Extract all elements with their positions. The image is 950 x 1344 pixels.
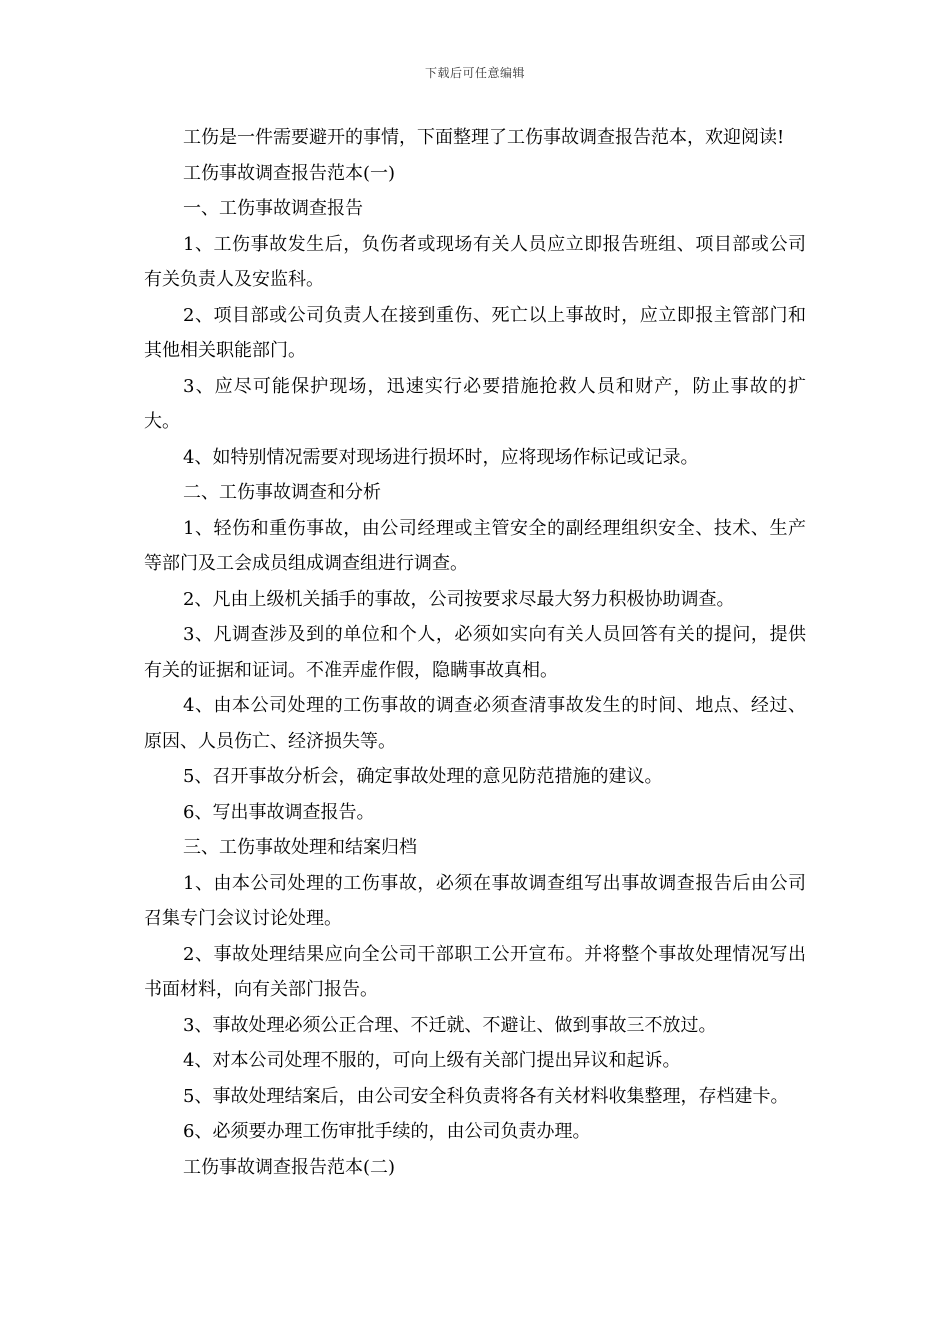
paragraph-item: 2、事故处理结果应向全公司干部职工公开宣布。并将整个事故处理情况写出书面材料，向有关部门报告。 [144, 943, 806, 1000]
paragraph-item: 5、召开事故分析会，确定事故处理的意见防范措施的建议。 [183, 766, 663, 787]
paragraph-item: 1、轻伤和重伤事故，由公司经理或主管安全的副经理组织安全、技术、生产等部门及工会成员组成调查组进行调查。 [144, 517, 806, 574]
paragraph-item: 3、事故处理必须公正合理、不迁就、不避让、做到事故三不放过。 [183, 1014, 717, 1036]
paragraph-item: 6、写出事故调查报告。 [183, 801, 375, 823]
paragraph-item: 2、凡由上级机关插手的事故，公司按要求尽最大努力积极协助调查。 [183, 588, 735, 610]
heading-part-2: 二、工伤事故调查和分析 [183, 482, 381, 503]
page-header: 下载后可任意编辑 [424, 66, 525, 80]
paragraph-item: 2、项目部或公司负责人在接到重伤、死亡以上事故时，应立即报主管部门和其他相关职能部门。 [144, 304, 806, 361]
paragraph-item: 5、事故处理结案后，由公司安全科负责将各有关材料收集整理，存档建卡。 [183, 1085, 789, 1107]
paragraph-item: 1、工伤事故发生后，负伤者或现场有关人员应立即报告班组、项目部或公司有关负责人及安监科。 [144, 233, 806, 290]
paragraph-item: 4、对本公司处理不服的，可向上级有关部门提出异议和起诉。 [183, 1050, 681, 1071]
heading-part-1: 一、工伤事故调查报告 [183, 198, 363, 219]
document-body [144, 120, 806, 1185]
paragraph-item: 6、必须要办理工伤审批手续的，由公司负责办理。 [183, 1121, 591, 1142]
paragraph-item: 3、凡调查涉及到的单位和个人，必须如实向有关人员回答有关的提问，提供有关的证据和证词。不准弄虚作假，隐瞒事故真相。 [144, 624, 806, 681]
heading-part-3: 三、工伤事故处理和结案归档 [183, 837, 417, 858]
paragraph-item: 3、应尽可能保护现场，迅速实行必要措施抢救人员和财产，防止事故的扩大。 [144, 375, 806, 432]
section-title-1: 工伤事故调查报告范本(一) [183, 162, 396, 184]
paragraph-item: 4、由本公司处理的工伤事故的调查必须查清事故发生的时间、地点、经过、原因、人员伤亡、经济损失等。 [144, 695, 806, 752]
section-title-2: 工伤事故调查报告范本(二) [183, 1156, 396, 1178]
paragraph-item: 1、由本公司处理的工伤事故，必须在事故调查组写出事故调查报告后由公司召集专门会议讨论处理。 [144, 872, 806, 929]
paragraph-item: 4、如特别情况需要对现场进行损坏时，应将现场作标记或记录。 [183, 446, 699, 468]
intro-paragraph: 工伤是一件需要避开的事情，下面整理了工伤事故调查报告范本，欢迎阅读! [183, 127, 785, 148]
